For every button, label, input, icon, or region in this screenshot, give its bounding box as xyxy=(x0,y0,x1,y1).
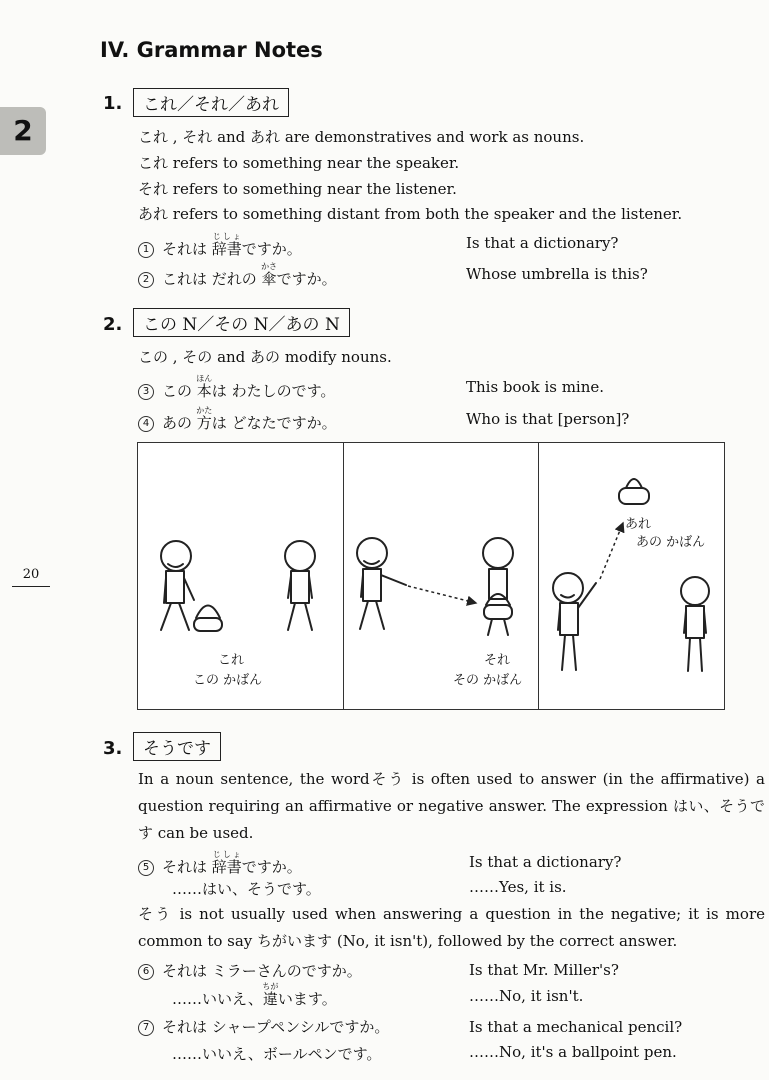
panel-3-label-1: あれ xyxy=(625,517,652,532)
example-5-jp: 5 それは 辞書じしょですか。 xyxy=(138,850,302,877)
example-number: 3 xyxy=(138,384,154,400)
example-number: 2 xyxy=(138,272,154,288)
section-1-number: 1. xyxy=(103,93,123,114)
section-3-heading-box: そうです xyxy=(133,732,221,761)
s1-line-3: それ refers to something near the listener. xyxy=(138,180,457,198)
example-number: 5 xyxy=(138,860,154,876)
example-5-answer-en: ……Yes, it is. xyxy=(469,878,567,896)
panel-2-label-2: その かばん xyxy=(453,673,523,688)
page-number: 20 xyxy=(12,567,50,587)
section-3-number: 3. xyxy=(103,738,123,759)
example-number: 4 xyxy=(138,416,154,432)
s1-line-4: あれ refers to something distant from both the speaker and the listener. xyxy=(138,205,683,223)
example-number: 7 xyxy=(138,1020,154,1036)
page-title: IV. Grammar Notes xyxy=(100,38,323,62)
example-7-jp: 7 それは シャープペンシルですか。 xyxy=(138,1016,389,1037)
example-6-en: Is that Mr. Miller's? xyxy=(469,961,619,979)
section-1-heading-box: これ／それ／あれ xyxy=(133,88,289,117)
s1-line-1: これ , それ and あれ are demonstratives and work as nouns. xyxy=(138,128,585,146)
example-7-answer-jp: ……いいえ、ボールペンです。 xyxy=(172,1045,382,1063)
panel-3-label-2: あの かばん xyxy=(636,535,706,550)
example-7-answer-en: ……No, it's a ballpoint pen. xyxy=(469,1043,677,1061)
panel-2-label-1: それ xyxy=(484,653,511,668)
section-2-heading-box: この N／その N／あの N xyxy=(133,308,350,337)
demonstratives-illustration xyxy=(137,442,725,710)
panel-1-label-1: これ xyxy=(218,653,245,668)
example-6-answer-jp: ……いいえ、違ちがいます。 xyxy=(172,982,337,1008)
example-1-jp: 1 それは 辞書じしょですか。 xyxy=(138,232,302,259)
s2-line: この , その and あの modify nouns. xyxy=(138,348,392,366)
s3-paragraph-2: そう is not usually used when answering a question in the negative; it is more common to say ちがいます (No, it isn't), followed by the correct answer. xyxy=(138,905,765,950)
example-2-jp: 2 これは だれの 傘かさですか。 xyxy=(138,262,337,289)
chapter-tab: 2 xyxy=(0,107,46,155)
example-3-en: This book is mine. xyxy=(466,378,605,396)
section-2-number: 2. xyxy=(103,314,123,335)
example-2-en: Whose umbrella is this? xyxy=(466,265,648,283)
example-4-jp: 4 あの 方かたは どなたですか。 xyxy=(138,406,337,433)
example-6-jp: 6 それは ミラーさんのですか。 xyxy=(138,960,362,981)
example-5-en: Is that a dictionary? xyxy=(469,853,622,871)
example-7-en: Is that a mechanical pencil? xyxy=(469,1018,683,1036)
example-number: 1 xyxy=(138,242,154,258)
example-3-jp: 3 この 本ほんは わたしのです。 xyxy=(138,374,335,401)
s3-paragraph-1: In a noun sentence, the wordそう is often used to answer (in the affirmative) a question requiring an affirmative or negative answer. The expression はい、そうです can be used. xyxy=(138,770,765,842)
example-number: 6 xyxy=(138,964,154,980)
example-5-answer-jp: ……はい、そうです。 xyxy=(172,880,321,898)
s1-line-2: これ refers to something near the speaker. xyxy=(138,154,460,172)
example-1-en: Is that a dictionary? xyxy=(466,234,619,252)
example-6-answer-en: ……No, it isn't. xyxy=(469,987,584,1005)
example-4-en: Who is that [person]? xyxy=(466,410,630,428)
panel-1-label-2: この かばん xyxy=(193,673,263,688)
